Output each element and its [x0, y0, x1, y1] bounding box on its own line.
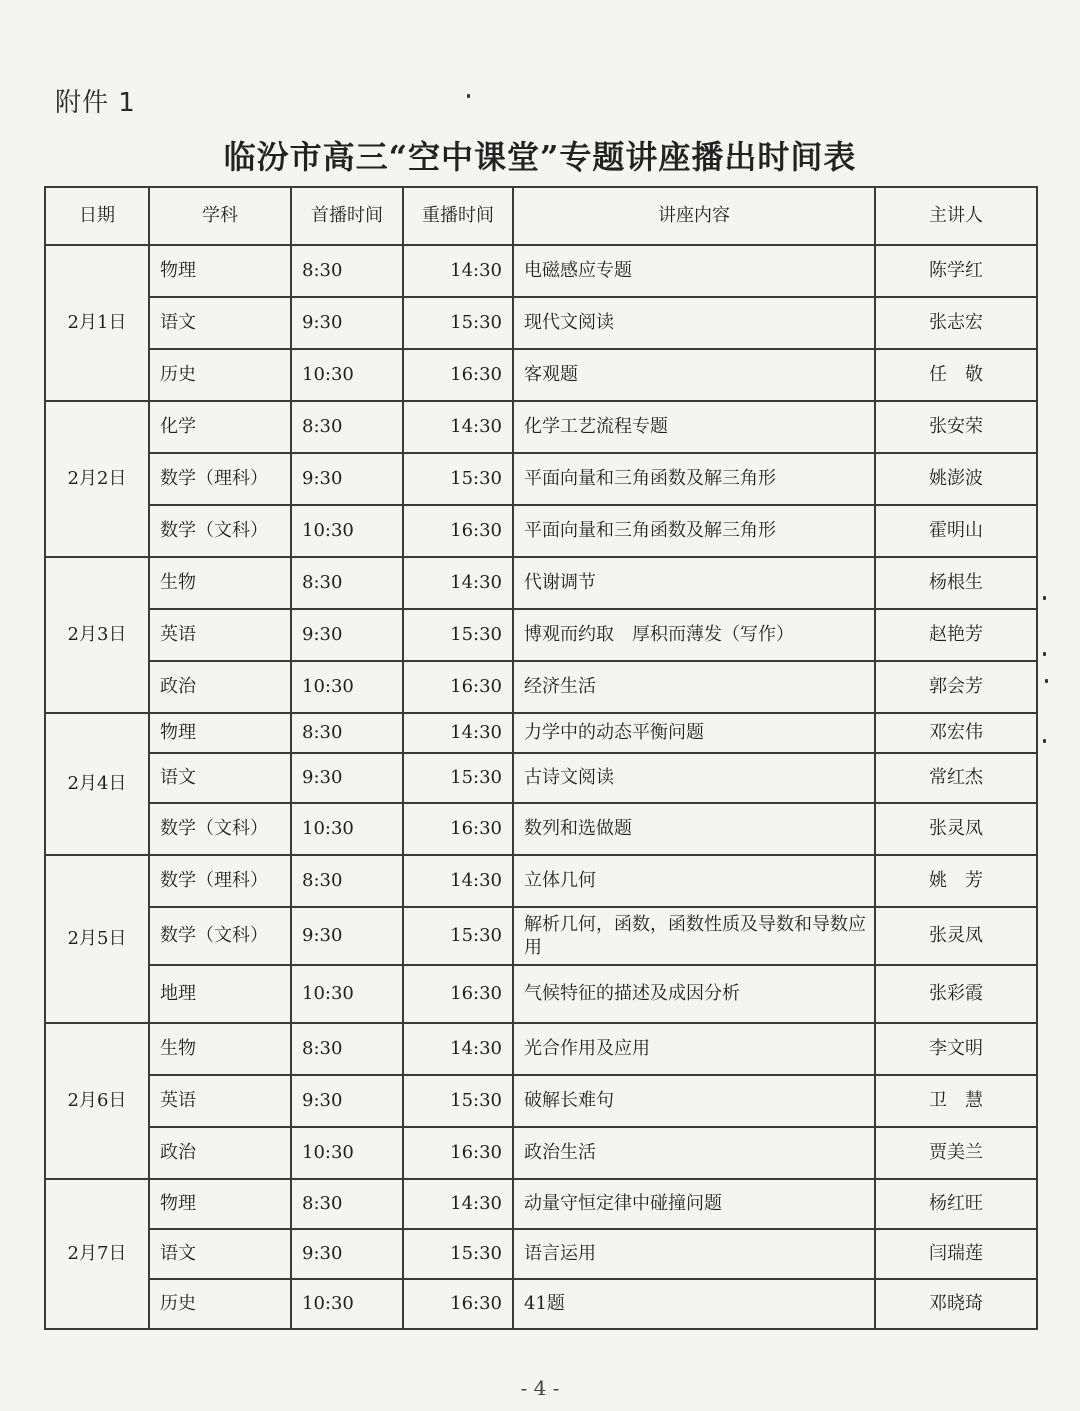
table-row — [45, 245, 1037, 297]
speaker-cell: 赵艳芳 — [875, 609, 1037, 661]
subject-cell: 英语 — [149, 609, 291, 661]
rebroadcast-cell: 15:30 — [403, 753, 513, 803]
speaker-cell: 闫瑞莲 — [875, 1229, 1037, 1279]
speaker-cell: 霍明山 — [875, 505, 1037, 557]
rebroadcast-cell: 14:30 — [403, 245, 513, 297]
table-row — [45, 907, 1037, 965]
scan-speck — [1043, 652, 1046, 656]
subject-cell: 语文 — [149, 753, 291, 803]
scan-speck — [467, 94, 470, 98]
rebroadcast-cell: 16:30 — [403, 1127, 513, 1179]
rebroadcast-cell: 15:30 — [403, 297, 513, 349]
schedule-body — [45, 245, 1037, 1329]
speaker-cell: 陈学红 — [875, 245, 1037, 297]
first-broadcast-cell: 9:30 — [291, 609, 403, 661]
rebroadcast-cell: 16:30 — [403, 661, 513, 713]
rebroadcast-cell: 16:30 — [403, 349, 513, 401]
topic-cell: 气候特征的描述及成因分析 — [513, 965, 875, 1023]
scan-speck — [1045, 679, 1048, 683]
first-broadcast-cell: 10:30 — [291, 661, 403, 713]
rebroadcast-cell: 14:30 — [403, 1023, 513, 1075]
topic-cell: 客观题 — [513, 349, 875, 401]
table-row — [45, 1023, 1037, 1075]
speaker-cell: 郭会芳 — [875, 661, 1037, 713]
header-topic: 讲座内容 — [513, 187, 875, 245]
subject-cell: 数学（理科） — [149, 453, 291, 505]
header-subject: 学科 — [149, 187, 291, 245]
table-row — [45, 557, 1037, 609]
topic-cell: 语言运用 — [513, 1229, 875, 1279]
table-row — [45, 453, 1037, 505]
table-row — [45, 1127, 1037, 1179]
topic-cell: 博观而约取 厚积而薄发（写作） — [513, 609, 875, 661]
table-row — [45, 1179, 1037, 1229]
subject-cell: 化学 — [149, 401, 291, 453]
subject-cell: 物理 — [149, 713, 291, 753]
topic-cell: 立体几何 — [513, 855, 875, 907]
topic-cell: 数列和选做题 — [513, 803, 875, 855]
first-broadcast-cell: 8:30 — [291, 1023, 403, 1075]
date-cell: 2月7日 — [45, 1179, 149, 1329]
first-broadcast-cell: 10:30 — [291, 803, 403, 855]
date-cell: 2月6日 — [45, 1023, 149, 1179]
header-row — [45, 187, 1037, 245]
rebroadcast-cell: 15:30 — [403, 609, 513, 661]
topic-cell: 古诗文阅读 — [513, 753, 875, 803]
table-row — [45, 753, 1037, 803]
first-broadcast-cell: 10:30 — [291, 1127, 403, 1179]
speaker-cell: 邓晓琦 — [875, 1279, 1037, 1329]
table-row — [45, 965, 1037, 1023]
page-number: - 4 - — [520, 1376, 560, 1400]
rebroadcast-cell: 14:30 — [403, 1179, 513, 1229]
first-broadcast-cell: 10:30 — [291, 1279, 403, 1329]
speaker-cell: 张安荣 — [875, 401, 1037, 453]
first-broadcast-cell: 9:30 — [291, 907, 403, 965]
first-broadcast-cell: 8:30 — [291, 1179, 403, 1229]
first-broadcast-cell: 9:30 — [291, 1229, 403, 1279]
header-first-broadcast: 首播时间 — [291, 187, 403, 245]
first-broadcast-cell: 9:30 — [291, 1075, 403, 1127]
rebroadcast-cell: 14:30 — [403, 401, 513, 453]
speaker-cell: 杨红旺 — [875, 1179, 1037, 1229]
speaker-cell: 卫 慧 — [875, 1075, 1037, 1127]
topic-cell: 现代文阅读 — [513, 297, 875, 349]
speaker-cell: 李文明 — [875, 1023, 1037, 1075]
attachment-label: 附件 1 — [55, 88, 136, 118]
date-cell: 2月1日 — [45, 245, 149, 401]
subject-cell: 英语 — [149, 1075, 291, 1127]
subject-cell: 生物 — [149, 1023, 291, 1075]
first-broadcast-cell: 10:30 — [291, 505, 403, 557]
rebroadcast-cell: 14:30 — [403, 855, 513, 907]
first-broadcast-cell: 8:30 — [291, 401, 403, 453]
topic-cell: 化学工艺流程专题 — [513, 401, 875, 453]
table-row — [45, 349, 1037, 401]
subject-cell: 语文 — [149, 1229, 291, 1279]
subject-cell: 历史 — [149, 1279, 291, 1329]
scan-speck — [1043, 596, 1046, 600]
subject-cell: 历史 — [149, 349, 291, 401]
topic-cell: 动量守恒定律中碰撞问题 — [513, 1179, 875, 1229]
first-broadcast-cell: 8:30 — [291, 245, 403, 297]
table-row — [45, 609, 1037, 661]
table-row — [45, 855, 1037, 907]
first-broadcast-cell: 8:30 — [291, 713, 403, 753]
speaker-cell: 姚澎波 — [875, 453, 1037, 505]
table-row — [45, 1229, 1037, 1279]
rebroadcast-cell: 14:30 — [403, 557, 513, 609]
topic-cell: 代谢调节 — [513, 557, 875, 609]
schedule-table — [44, 186, 1038, 1330]
speaker-cell: 常红杰 — [875, 753, 1037, 803]
topic-cell: 光合作用及应用 — [513, 1023, 875, 1075]
speaker-cell: 任 敬 — [875, 349, 1037, 401]
subject-cell: 物理 — [149, 245, 291, 297]
speaker-cell: 杨根生 — [875, 557, 1037, 609]
rebroadcast-cell: 16:30 — [403, 1279, 513, 1329]
header-rebroadcast: 重播时间 — [403, 187, 513, 245]
subject-cell: 语文 — [149, 297, 291, 349]
first-broadcast-cell: 10:30 — [291, 965, 403, 1023]
speaker-cell: 贾美兰 — [875, 1127, 1037, 1179]
subject-cell: 数学（文科） — [149, 505, 291, 557]
subject-cell: 数学（理科） — [149, 855, 291, 907]
date-cell: 2月2日 — [45, 401, 149, 557]
subject-cell: 数学（文科） — [149, 803, 291, 855]
speaker-cell: 张志宏 — [875, 297, 1037, 349]
first-broadcast-cell: 9:30 — [291, 297, 403, 349]
speaker-cell: 张灵凤 — [875, 907, 1037, 965]
table-row — [45, 713, 1037, 753]
rebroadcast-cell: 16:30 — [403, 505, 513, 557]
subject-cell: 生物 — [149, 557, 291, 609]
header-date: 日期 — [45, 187, 149, 245]
subject-cell: 地理 — [149, 965, 291, 1023]
subject-cell: 物理 — [149, 1179, 291, 1229]
rebroadcast-cell: 15:30 — [403, 1229, 513, 1279]
first-broadcast-cell: 9:30 — [291, 753, 403, 803]
page-title: 临汾市高三“空中课堂”专题讲座播出时间表 — [223, 138, 857, 176]
table-row — [45, 803, 1037, 855]
table-row — [45, 1279, 1037, 1329]
speaker-cell: 张灵凤 — [875, 803, 1037, 855]
first-broadcast-cell: 10:30 — [291, 349, 403, 401]
subject-cell: 政治 — [149, 1127, 291, 1179]
subject-cell: 政治 — [149, 661, 291, 713]
topic-cell: 力学中的动态平衡问题 — [513, 713, 875, 753]
topic-cell: 破解长难句 — [513, 1075, 875, 1127]
rebroadcast-cell: 16:30 — [403, 803, 513, 855]
topic-cell: 解析几何，函数，函数性质及导数和导数应用 — [513, 907, 875, 965]
rebroadcast-cell: 15:30 — [403, 1075, 513, 1127]
topic-cell: 政治生活 — [513, 1127, 875, 1179]
rebroadcast-cell: 14:30 — [403, 713, 513, 753]
first-broadcast-cell: 9:30 — [291, 453, 403, 505]
topic-cell: 电磁感应专题 — [513, 245, 875, 297]
table-row — [45, 1075, 1037, 1127]
header-speaker: 主讲人 — [875, 187, 1037, 245]
rebroadcast-cell: 15:30 — [403, 453, 513, 505]
speaker-cell: 张彩霞 — [875, 965, 1037, 1023]
speaker-cell: 姚 芳 — [875, 855, 1037, 907]
first-broadcast-cell: 8:30 — [291, 855, 403, 907]
table-row — [45, 661, 1037, 713]
subject-cell: 数学（文科） — [149, 907, 291, 965]
date-cell: 2月5日 — [45, 855, 149, 1023]
speaker-cell: 邓宏伟 — [875, 713, 1037, 753]
date-cell: 2月4日 — [45, 713, 149, 855]
topic-cell: 平面向量和三角函数及解三角形 — [513, 505, 875, 557]
first-broadcast-cell: 8:30 — [291, 557, 403, 609]
topic-cell: 41题 — [513, 1279, 875, 1329]
rebroadcast-cell: 15:30 — [403, 907, 513, 965]
table-row — [45, 505, 1037, 557]
date-cell: 2月3日 — [45, 557, 149, 713]
rebroadcast-cell: 16:30 — [403, 965, 513, 1023]
topic-cell: 平面向量和三角函数及解三角形 — [513, 453, 875, 505]
scan-speck — [1043, 739, 1046, 743]
table-row — [45, 401, 1037, 453]
table-row — [45, 297, 1037, 349]
topic-cell: 经济生活 — [513, 661, 875, 713]
